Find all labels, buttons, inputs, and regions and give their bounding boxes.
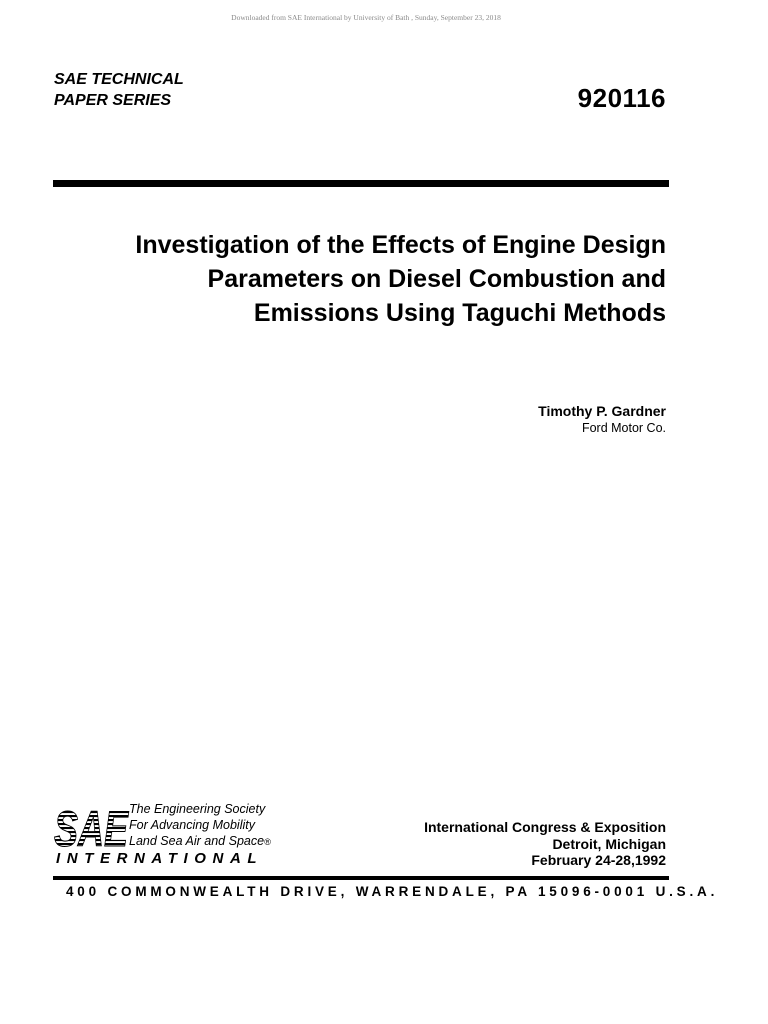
series-label-line2: PAPER SERIES [54, 92, 172, 109]
download-note: Downloaded from SAE International by University of Bath , Sunday, September 23, 2018 [231, 13, 501, 22]
sae-logo-mark [54, 801, 130, 857]
svg-text:SAE: SAE [54, 801, 130, 857]
society-line3-text: Land Sea Air and Space [129, 834, 265, 848]
paper-number: 920116 [577, 83, 666, 113]
society-tagline [129, 801, 271, 850]
top-divider [53, 180, 669, 187]
event-info [424, 819, 666, 869]
author-affiliation: Ford Motor Co. [581, 421, 666, 435]
registered-mark: ® [264, 837, 271, 847]
society-line1: The Engineering Society [129, 802, 266, 816]
publisher-address: 400 COMMONWEALTH DRIVE, WARRENDALE, PA 15096-0001 U.S.A. [66, 884, 719, 899]
event-dates: February 24-28,1992 [531, 852, 666, 868]
title-line3: Emissions Using Taguchi Methods [253, 299, 666, 327]
series-label-line1: SAE TECHNICAL [54, 71, 184, 88]
sae-logo-block [54, 801, 294, 871]
paper-title [26, 228, 666, 330]
title-line1: Investigation of the Effects of Engine Design [135, 231, 666, 259]
series-label [54, 69, 184, 111]
society-line3 [129, 833, 271, 850]
author-name: Timothy P. Gardner [538, 403, 666, 419]
society-line2: For Advancing Mobility [129, 818, 255, 832]
international-wordmark: INTERNATIONAL [56, 850, 264, 867]
title-line2: Parameters on Diesel Combustion and [207, 265, 666, 293]
event-name: International Congress & Exposition [424, 819, 666, 835]
bottom-divider [53, 876, 669, 880]
event-location: Detroit, Michigan [552, 835, 666, 852]
